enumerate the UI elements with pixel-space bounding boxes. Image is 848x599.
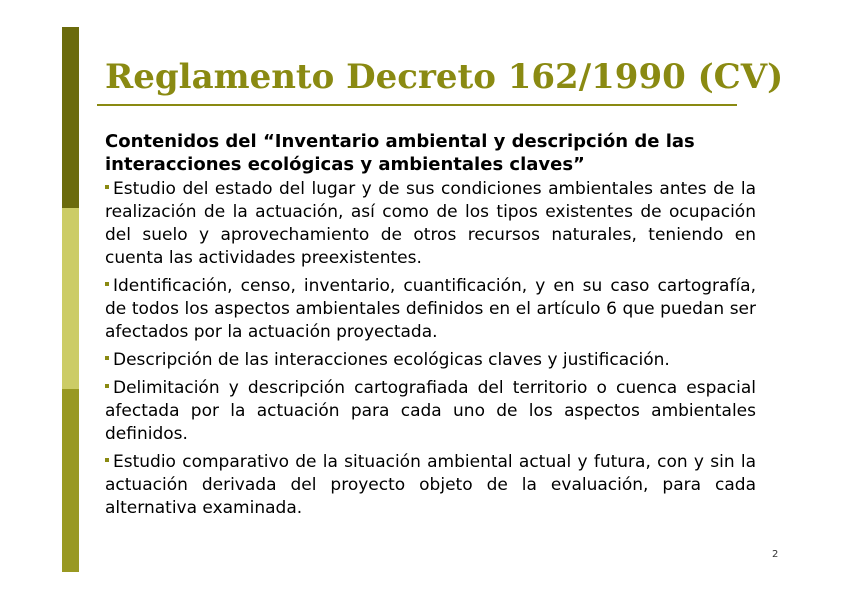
bullet-text: Identificación, censo, inventario, cuantificación, y en su caso cartografía, de todos los aspectos ambientales definidos en el artículo 6 que puedan ser afectados por la actuación proyectada. [105, 276, 756, 342]
slide-title: Reglamento Decreto 162/1990 (CV) [105, 57, 784, 97]
title-underline [97, 104, 737, 106]
bullet-text: Estudio comparativo de la situación ambiental actual y futura, con y sin la actuación derivada del proyecto objeto de la evaluación, para cada alternativa examinada. [105, 452, 756, 518]
bullet-item [105, 451, 756, 520]
bullet-text: Estudio del estado del lugar y de sus condiciones ambientales antes de la realización de la actuación, así como de los tipos existentes de ocupación del suelo y aprovechamiento de otros recursos naturales, teniendo en cuenta las actividades preexistentes. [105, 179, 756, 268]
bullet-list [105, 178, 756, 520]
bullet-square-icon [105, 282, 109, 286]
bullet-item [105, 178, 756, 270]
sidebar-stripe-dark [62, 27, 79, 208]
bullet-square-icon [105, 185, 109, 189]
bullet-text: Descripción de las interacciones ecológicas claves y justificación. [113, 350, 670, 370]
bullet-item [105, 349, 756, 372]
bullet-square-icon [105, 458, 109, 462]
content-heading: Contenidos del “Inventario ambiental y descripción de las interacciones ecológicas y ambientales claves” [105, 131, 695, 175]
page-number: 2 [772, 549, 779, 560]
bullet-text: Delimitación y descripción cartografiada del territorio o cuenca espacial afectada por la actuación para cada uno de los aspectos ambientales definidos. [105, 378, 756, 444]
bullet-square-icon [105, 356, 109, 360]
bullet-item [105, 275, 756, 344]
slide-content [105, 130, 756, 525]
sidebar-stripe-mid [62, 389, 79, 572]
sidebar-stripe-light [62, 208, 79, 389]
bullet-item [105, 377, 756, 446]
bullet-square-icon [105, 384, 109, 388]
